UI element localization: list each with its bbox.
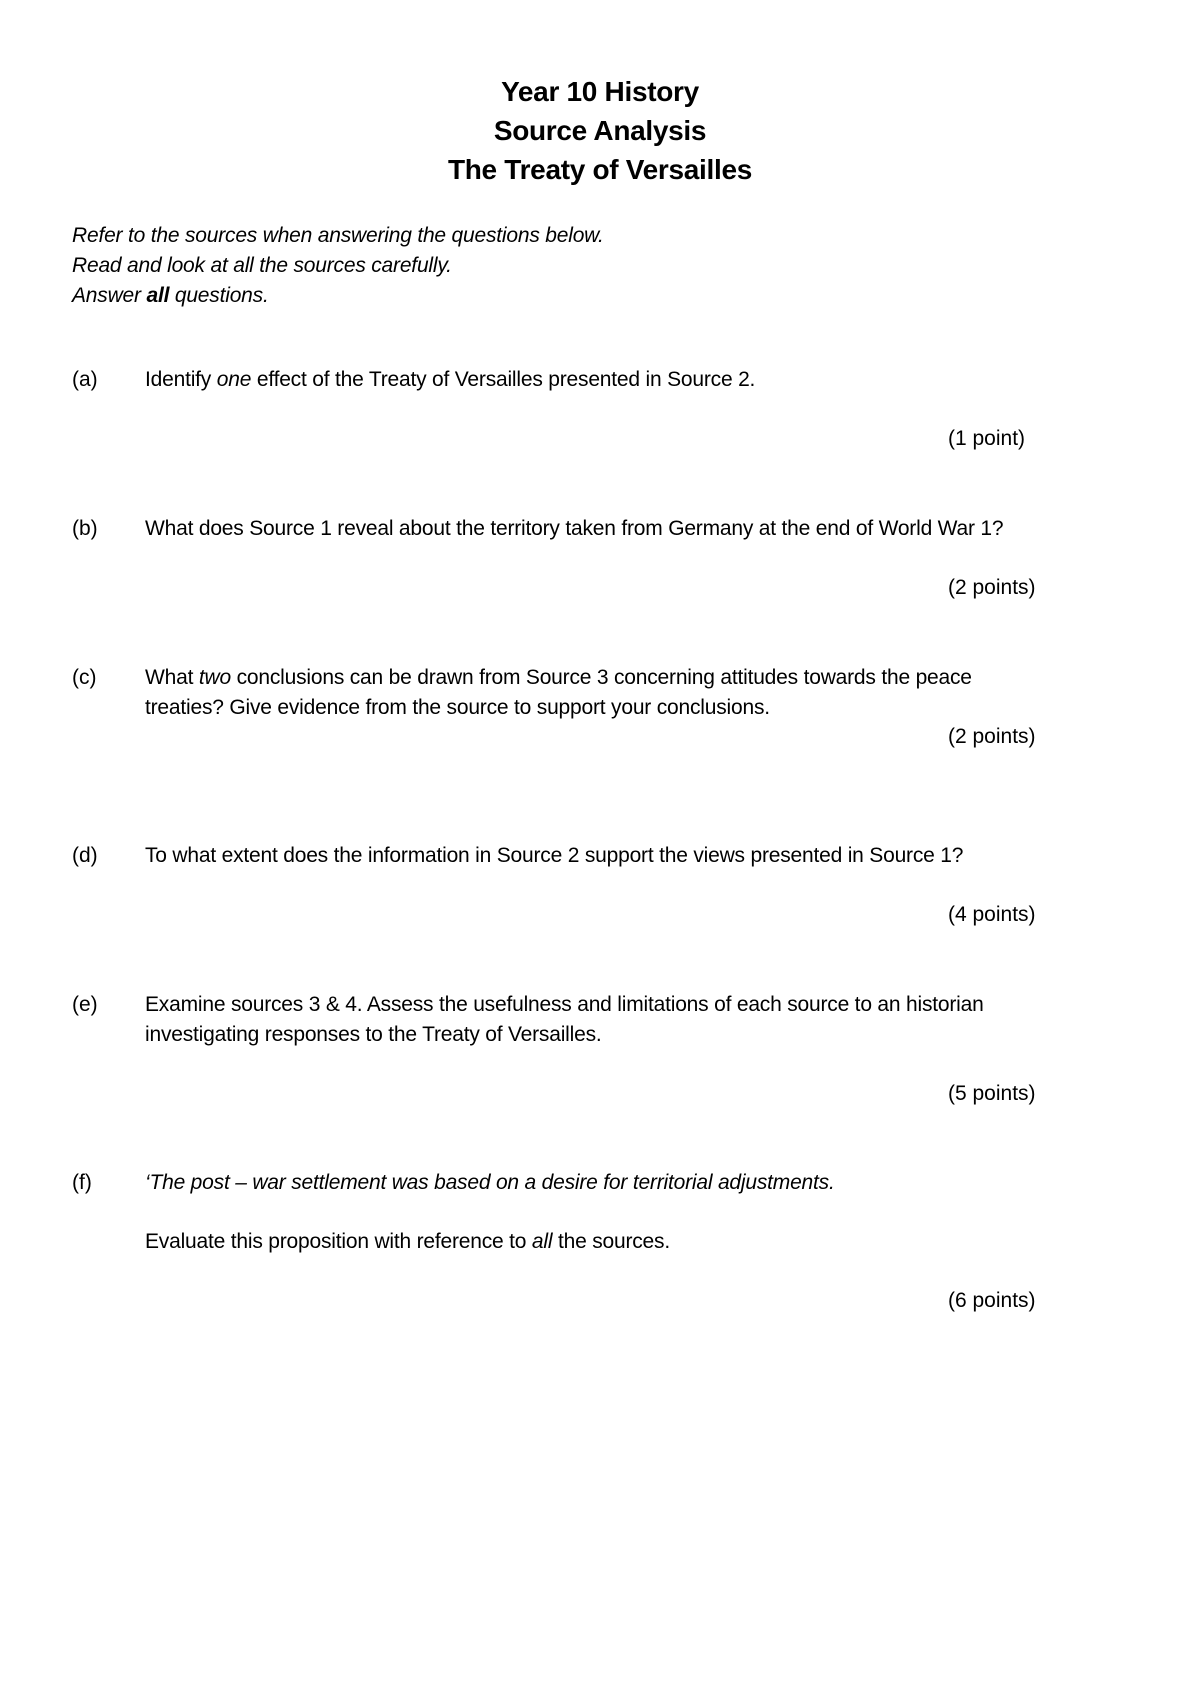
question-f-prompt	[145, 1227, 1115, 1257]
question-e-line-2: investigating responses to the Treaty of Versailles.	[145, 1023, 602, 1046]
question-e-line-1: Examine sources 3 & 4. Assess the usefulness and limitations of each source to an historian	[145, 993, 984, 1016]
question-f-post: the sources.	[552, 1230, 670, 1253]
question-f-points: (6 points)	[948, 1289, 1036, 1312]
question-a-label: (a)	[72, 368, 98, 391]
question-b-text	[145, 514, 1115, 544]
question-f-emphasis: all	[531, 1230, 553, 1253]
topic-title: The Treaty of Versailles	[447, 154, 753, 185]
course-title: Year 10 History	[501, 76, 699, 107]
question-a-post: effect of the Treaty of Versailles presented in Source 2.	[251, 368, 756, 391]
question-d-text	[145, 841, 1115, 871]
question-b-line: What does Source 1 reveal about the territory taken from Germany at the end of World War 1?	[145, 517, 1004, 540]
instruction-line-3	[72, 281, 604, 311]
instruction-line-2: Read and look at all the sources carefully.	[72, 254, 452, 277]
question-f-text	[145, 1168, 1115, 1257]
question-d-line: To what extent does the information in Source 2 support the views presented in Source 1?	[145, 844, 964, 867]
instructions	[72, 221, 604, 311]
question-d-points: (4 points)	[948, 903, 1036, 926]
question-c-emphasis: two	[198, 666, 231, 689]
question-c-line-2: treaties? Give evidence from the source to support your conclusions.	[145, 696, 770, 719]
question-c-label: (c)	[72, 666, 97, 689]
question-e-points: (5 points)	[948, 1082, 1036, 1105]
question-c-text	[145, 663, 1115, 723]
question-a-points: (1 point)	[948, 427, 1026, 450]
title-block	[0, 72, 1200, 189]
instruction-line-3-pre: Answer	[72, 284, 147, 307]
question-a-text	[145, 365, 1115, 395]
question-d-label: (d)	[72, 844, 98, 867]
question-a-pre: Identify	[145, 368, 217, 391]
instruction-emphasis-all: all	[146, 284, 170, 307]
question-c-points: (2 points)	[948, 725, 1036, 748]
instruction-line-1: Refer to the sources when answering the questions below.	[72, 224, 604, 247]
question-f-label: (f)	[72, 1171, 92, 1194]
question-f-quote: ‘The post – war settlement was based on a desire for territorial adjustments.	[145, 1171, 835, 1194]
question-b-label: (b)	[72, 517, 98, 540]
question-a-emphasis: one	[216, 368, 252, 391]
question-b-points: (2 points)	[948, 576, 1036, 599]
question-c-pre: What	[145, 666, 199, 689]
instruction-line-3-post: questions.	[169, 284, 269, 307]
question-e-label: (e)	[72, 993, 98, 1016]
assessment-type: Source Analysis	[493, 115, 707, 146]
question-f-quote-line	[145, 1168, 1115, 1198]
question-f-pre: Evaluate this proposition with reference to	[145, 1230, 532, 1253]
question-c-post: conclusions can be drawn from Source 3 concerning attitudes towards the peace	[230, 666, 972, 689]
question-e-text	[145, 990, 1115, 1050]
